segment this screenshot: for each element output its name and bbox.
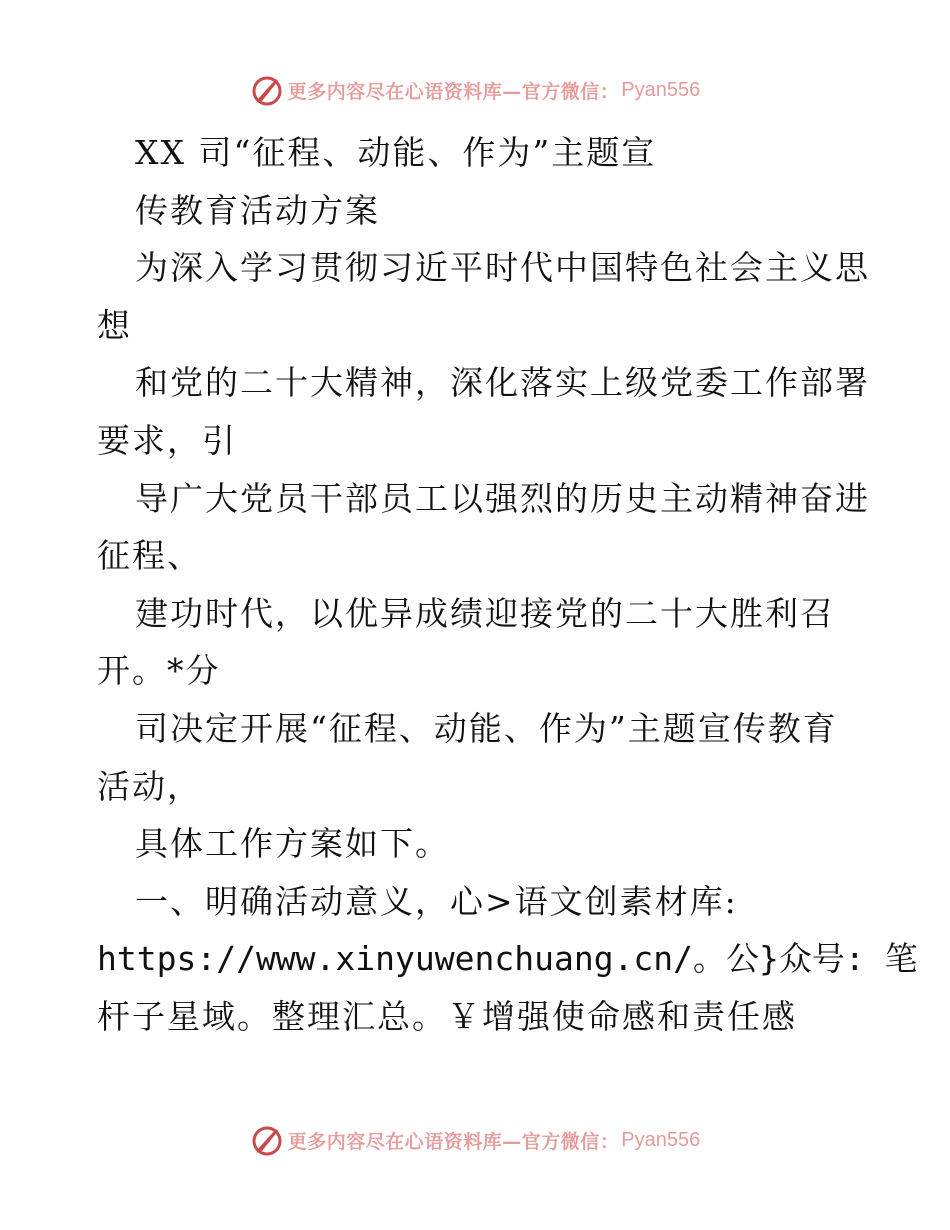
footer-watermark [0, 1120, 950, 1160]
text-line: 建功时代，以优异成绩迎接党的二十大胜利召 [135, 593, 835, 633]
text-line: 要求，引 [97, 420, 237, 460]
watermark-text: 更多内容尽在心语资料库—官方微信： [287, 1130, 620, 1153]
text-line: 开。*分 [97, 651, 221, 691]
text-line: https://www.xinyuwenchuang.cn/。公}众号: 笔 [97, 939, 918, 979]
watermark-handle: Pyan556 [621, 78, 701, 101]
document-body [97, 124, 918, 1046]
text-line: 想 [97, 305, 132, 345]
text-line: 杆子星域。整理汇总。￥增强使命感和责任感 [97, 996, 797, 1036]
text-line: 具体工作方案如下。 [135, 824, 450, 864]
quill-pen-logo-icon [250, 73, 284, 107]
header-watermark [0, 70, 950, 110]
text-line: XX 司“征程、动能、作为”主题宣 [135, 133, 657, 172]
text-line: 和党的二十大精神，深化落实上级党委工作部署 [135, 363, 870, 403]
text-line: 传教育活动方案 [135, 190, 380, 230]
text-line: 司决定开展“征程、动能、作为”主题宣传教育 [135, 708, 838, 748]
watermark-handle: Pyan556 [621, 1128, 701, 1151]
text-line: 活动， [97, 766, 202, 806]
text-line: 征程、 [97, 536, 202, 576]
text-line: 为深入学习贯彻习近平时代中国特色社会主义思 [135, 248, 870, 288]
quill-pen-logo-icon [250, 1123, 284, 1157]
text-line: 一、明确活动意义，心>语文创素材库: [135, 881, 738, 921]
watermark-text: 更多内容尽在心语资料库—官方微信： [287, 80, 620, 103]
text-line: 导广大党员干部员工以强烈的历史主动精神奋进 [135, 478, 870, 518]
